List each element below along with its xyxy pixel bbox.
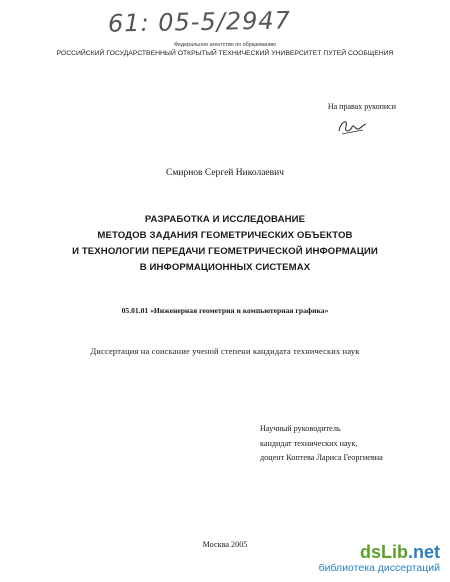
watermark-logo	[319, 542, 440, 562]
city-year: Москва 2005	[202, 540, 248, 549]
ministry-line: Федеральное агентство по образованию	[174, 42, 276, 48]
watermark	[319, 542, 440, 574]
watermark-logo-part2: .net	[407, 542, 440, 562]
title-line: РАЗРАБОТКА И ИССЛЕДОВАНИЕ	[144, 214, 306, 225]
specialty-code: 05.01.01 «Инженерная геометрия и компьютерная графика»	[121, 306, 329, 315]
thesis-degree-line: Диссертация на соискание ученой степени кандидата технических наук	[90, 347, 360, 356]
watermark-logo-part1: dsLib	[359, 542, 408, 562]
watermark-caption: библиотека диссертаций	[318, 562, 440, 574]
manuscript-rights-label: На правах рукописи	[327, 102, 396, 111]
supervisor-degree: кандидат технических наук,	[260, 438, 358, 448]
author-name: Смирнов Сергей Николаевич	[166, 168, 284, 178]
supervisor-role: Научный руководитель	[260, 424, 341, 433]
thesis-title	[0, 212, 450, 276]
signature-icon	[336, 116, 370, 143]
archive-handwritten-mark: 61: 05-5/2947	[107, 6, 292, 38]
university-line: РОССИЙСКИЙ ГОСУДАРСТВЕННЫЙ ОТКРЫТЫЙ ТЕХНИЧЕСКИЙ УНИВЕРСИТЕТ ПУТЕЙ СООБЩЕНИЯ	[56, 50, 394, 57]
title-line: И ТЕХНОЛОГИИ ПЕРЕДАЧИ ГЕОМЕТРИЧЕСКОЙ ИНФОРМАЦИИ	[72, 246, 378, 257]
title-line: МЕТОДОВ ЗАДАНИЯ ГЕОМЕТРИЧЕСКИХ ОБЪЕКТОВ	[97, 230, 353, 241]
supervisor-name: доцент Коптева Лариса Георгиевна	[260, 453, 383, 462]
supervisor-block	[260, 422, 383, 466]
title-line: В ИНФОРМАЦИОННЫХ СИСТЕМАХ	[139, 262, 311, 273]
